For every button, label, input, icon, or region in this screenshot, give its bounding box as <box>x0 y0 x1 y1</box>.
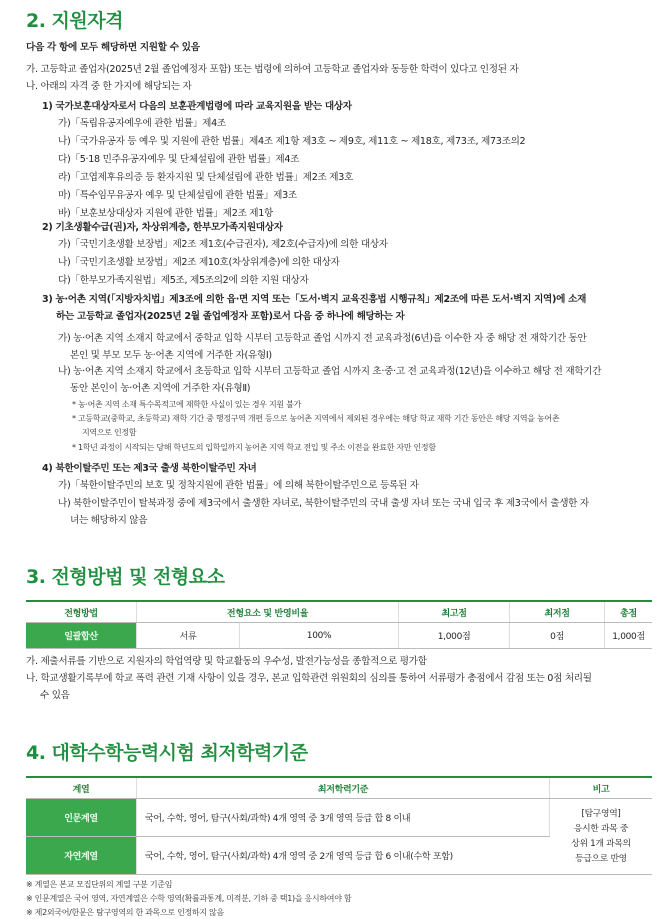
list-item: 라)「고엽제후유의증 등 환자지원 및 단체설립에 관한 법률」제2조 제3호 <box>58 172 354 183</box>
section-title: 2. 지원자격 <box>26 10 123 32</box>
list-item: 가)「국민기초생활 보장법」제2조 제1호(수급권자), 제2호(수급자)에 의한 대상자 <box>58 239 388 250</box>
list-item: 나)「국민기초생활 보장법」제2조 제10호(차상위계층)에 의한 대상자 <box>58 257 340 268</box>
ratio-cell: 100% <box>240 623 399 649</box>
track-cell: 인문계열 <box>26 799 137 837</box>
table-header: 최저학력기준 <box>137 777 550 799</box>
list-item: 마)「특수임무유공자 예우 및 단체설립에 관한 법률」제3조 <box>58 190 297 201</box>
footnote: ※ 인문계열은 국어 영역, 자연계열은 수학 영역(확률과통계, 미적분, 기하 중 택1)을 응시하여야 함 <box>26 894 352 903</box>
method-cell: 일괄합산 <box>26 623 137 649</box>
group-1-list <box>58 116 525 222</box>
group-2-list <box>58 237 388 289</box>
table-header-row <box>26 777 652 799</box>
remark-line: [탐구영역] <box>581 808 621 819</box>
criteria-cell: 국어, 수학, 영어, 탐구(사회/과학) 4개 영역 중 3개 영역 등급 합 8 이내 <box>137 799 550 837</box>
remark-line: 응시한 과목 중 <box>573 823 629 834</box>
list-item: 가)「북한이탈주민의 보호 및 정착지원에 관한 법률」에 의해 북한이탈주민으로 등록된 자 <box>58 480 419 491</box>
eligibility-intro: 다음 각 항에 모두 해당하면 지원할 수 있음 <box>26 42 200 53</box>
group-3-title: 3) 농·어촌 지역(「지방자치법」제3조에 의한 읍·면 지역 또는「도서·벽지 교육진흥법 시행규칙」제2조에 따른 도서·벽지 지역)에 소재 <box>42 294 587 305</box>
group-1-title: 1) 국가보훈대상자로서 다음의 보훈관계법령에 따라 교육지원을 받는 대상자 <box>42 101 352 112</box>
evaluation-ga: 가. 제출서류를 기반으로 지원자의 학업역량 및 학교활동의 우수성, 발전가능성을 종합적으로 평가함 <box>26 656 427 667</box>
footnote: ※ 제2외국어/한문은 탐구영역의 한 과목으로 인정하지 않음 <box>26 908 224 917</box>
section-2-title <box>26 6 123 33</box>
table-header: 계열 <box>26 777 137 799</box>
footnote: ※ 계열은 본교 모집단위의 계열 구분 기준임 <box>26 880 173 889</box>
table-header: 최저점 <box>510 601 605 623</box>
total-cell: 1,000점 <box>605 623 652 649</box>
list-item: 가)「독립유공자예우에 관한 법률」제4조 <box>58 118 226 129</box>
selection-table <box>26 600 652 649</box>
list-item-cont: 녀는 해당하지 않음 <box>70 515 148 526</box>
evaluation-na-cont: 수 있음 <box>40 690 70 701</box>
table-header: 전형방법 <box>26 601 137 623</box>
footnote: * 1학년 과정이 시작되는 당해 학년도의 입학일까지 농어촌 지역 학교 전입 및 주소 이전을 완료한 자만 인정함 <box>72 443 436 452</box>
remark-line: 등급으로 반영 <box>575 853 627 864</box>
table-row <box>26 799 652 837</box>
list-item: 가) 농·어촌 지역 소재지 학교에서 중학교 입학 시부터 고등학교 졸업 시까지 전 교육과정(6년)을 이수한 자 중 해당 전 재학기간 동안 <box>58 333 587 344</box>
group-4-title: 4) 북한이탈주민 또는 제3국 출생 북한이탈주민 자녀 <box>42 463 257 474</box>
table-header: 전형요소 및 반영비율 <box>137 601 399 623</box>
max-cell: 1,000점 <box>399 623 510 649</box>
footnote-cont: 지역으로 인정함 <box>82 428 137 437</box>
remark-cell <box>550 799 653 875</box>
list-item-cont: 본인 및 부모 모두 농·어촌 지역에 거주한 자(유형Ⅰ) <box>70 350 272 361</box>
min-cell: 0점 <box>510 623 605 649</box>
list-item: 나) 북한이탈주민이 탈북과정 중에 제3국에서 출생한 자녀로, 북한이탈주민의 국내 출생 자녀 또는 국내 입국 후 제3국에서 출생한 자 <box>58 498 589 509</box>
list-item: 나) 농·어촌 지역 소재지 학교에서 초등학교 입학 시부터 고등학교 졸업 시까지 초·중·고 전 교육과정(12년)을 이수하고 해당 전 재학기간 <box>58 366 602 377</box>
section-title: 4. 대학수학능력시험 최저학력기준 <box>26 742 308 764</box>
list-item: 바)「보훈보상대상자 지원에 관한 법률」제2조 제1항 <box>58 208 274 219</box>
section-4-title <box>26 738 308 765</box>
table-header-row <box>26 601 652 623</box>
table-header: 비고 <box>550 777 653 799</box>
section-title: 3. 전형방법 및 전형요소 <box>26 566 225 588</box>
minimum-standard-table <box>26 776 652 875</box>
list-item: 다)「한부모가족지원법」제5조, 제5조의2에 의한 지원 대상자 <box>58 275 309 286</box>
list-item-cont: 동안 본인이 농·어촌 지역에 거주한 자(유형Ⅱ) <box>70 383 251 394</box>
footnote: * 농·어촌 지역 소재 특수목적고에 재학한 사실이 있는 경우 지원 불가 <box>72 400 301 409</box>
criteria-cell: 국어, 수학, 영어, 탐구(사회/과학) 4개 영역 중 2개 영역 등급 합 6 이내(수학 포함) <box>137 837 550 875</box>
group-2-title: 2) 기초생활수급(권)자, 차상위계층, 한부모가족지원대상자 <box>42 222 283 233</box>
list-item: 다)「5·18 민주유공자예우 및 단체설립에 관한 법률」제4조 <box>58 154 300 165</box>
evaluation-na: 나. 학교생활기록부에 학교 폭력 관련 기재 사항이 있을 경우, 본교 입학관련 위원회의 심의를 통하여 서류평가 총점에서 감점 또는 0점 처리될 <box>26 673 592 684</box>
footnote: * 고등학교(중학교, 초등학교) 재학 기간 중 행정구역 개편 등으로 농어촌 지역에서 제외된 경우에는 해당 학교 재학 기간 동안은 해당 지역을 농어촌 <box>72 414 560 423</box>
eligibility-ga: 가. 고등학교 졸업자(2025년 2월 졸업예정자 포함) 또는 법령에 의하여 고등학교 졸업자와 동등한 학력이 있다고 인정된 자 <box>26 64 519 75</box>
element-cell: 서류 <box>137 623 240 649</box>
list-item: 나)「국가유공자 등 예우 및 지원에 관한 법률」제4조 제1항 제3호 ~ 제9호, 제11호 ~ 제18호, 제73조, 제73조의2 <box>58 136 526 147</box>
track-cell: 자연계열 <box>26 837 137 875</box>
section-3-title <box>26 562 224 589</box>
table-header: 최고점 <box>399 601 510 623</box>
group-3-title-cont: 하는 고등학교 졸업자(2025년 2월 졸업예정자 포함)로서 다음 중 하나에 해당하는 자 <box>56 311 405 322</box>
eligibility-na: 나. 아래의 자격 중 한 가지에 해당되는 자 <box>26 81 192 92</box>
remark-line: 상위 1개 과목의 <box>571 838 631 849</box>
table-header: 총점 <box>605 601 652 623</box>
table-row <box>26 623 652 649</box>
